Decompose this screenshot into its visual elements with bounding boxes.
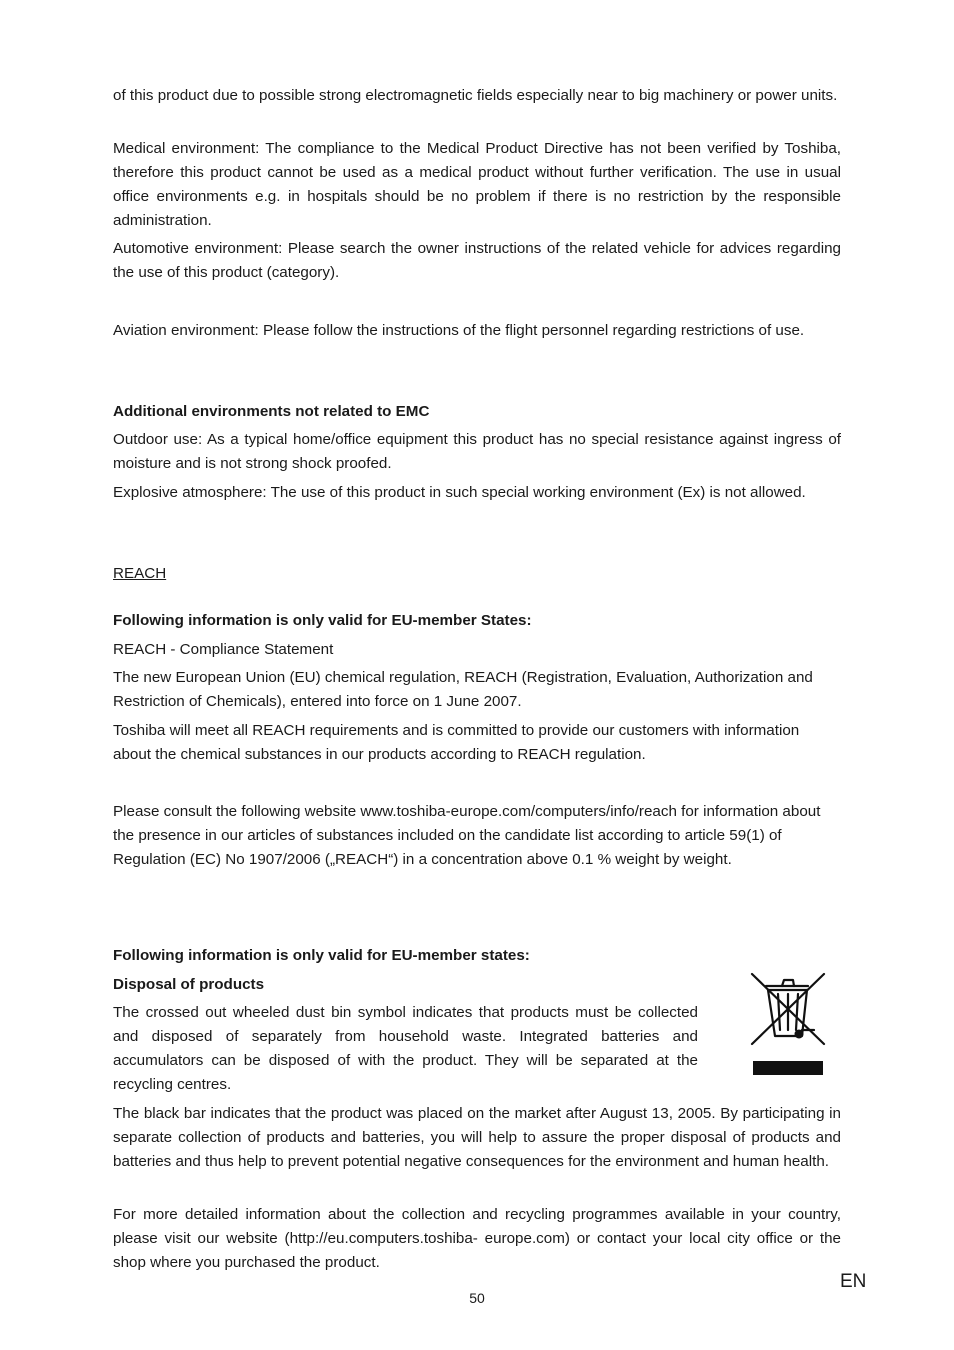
crossed-out-wheeled-bin-icon xyxy=(748,970,828,1078)
language-code: EN xyxy=(840,1271,867,1292)
paragraph-more-information: For more detailed information about the collection and recycling programmes available in your country, please visit our website (http://eu.computers.toshiba- europe.com) or contact your local city office or the shop where you purchased the product. xyxy=(113,1206,841,1271)
paragraph-outdoor-use: Outdoor use: As a typical home/office equipment this product has no special resistance against ingress of moisture and is not strong shock proofed. xyxy=(113,431,841,472)
heading-additional-environments: Additional environments not related to EMC xyxy=(113,403,430,420)
paragraph-medical-environment: Medical environment: The compliance to the Medical Product Directive has not been verified by Toshiba, therefore this product cannot be used as a medical product without further verification. The use in usual office environments e.g. in hospitals should be no problem if there is no restriction by the responsible administration. xyxy=(113,140,841,229)
page-number: 50 xyxy=(469,1290,485,1306)
heading-disposal-of-products: Disposal of products xyxy=(113,976,265,993)
paragraph-reach-regulation: The new European Union (EU) chemical regulation, REACH (Registration, Evaluation, Authorization and Restriction of Chemicals), entered into force on 1 June 2007. xyxy=(113,669,813,710)
paragraph-black-bar: The black bar indicates that the product was placed on the market after August 13, 2005. By participating in separate collection of products and batteries, you will help to assure the proper disposal of products and batteries and thus help to prevent potential negative consequences for the environment and human health. xyxy=(113,1105,841,1170)
paragraph-toshiba-reach: Toshiba will meet all REACH requirements and is committed to provide our customers with information about the chemical substances in our products according to REACH regulation. xyxy=(113,722,800,763)
heading-eu-member-states-disposal: Following information is only valid for EU-member states: xyxy=(113,947,530,964)
paragraph-emc-power: of this product due to possible strong electromagnetic fields especially near to big machinery or power units. xyxy=(113,87,838,104)
paragraph-aviation-environment: Aviation environment: Please follow the instructions of the flight personnel regarding restrictions of use. xyxy=(113,322,805,339)
heading-eu-member-states-reach: Following information is only valid for EU-member States: xyxy=(113,612,532,629)
paragraph-explosive-atmosphere: Explosive atmosphere: The use of this product in such special working environment (Ex) is not allowed. xyxy=(113,484,806,501)
paragraph-automotive-environment: Automotive environment: Please search the owner instructions of the related vehicle for advices regarding the use of this product (category). xyxy=(113,240,841,281)
paragraph-reach-compliance: REACH - Compliance Statement xyxy=(113,641,334,658)
paragraph-reach-website: Please consult the following website www.toshiba-europe.com/computers/info/reach for information about the presence in our articles of substances included on the candidate list according to article 59(1) of Regulation (EC) No 1907/2006 („REACH“) in a concentration above 0.1 % weight by weight. xyxy=(113,803,821,868)
heading-reach: REACH xyxy=(113,565,167,582)
paragraph-wheeled-bin-symbol: The crossed out wheeled dust bin symbol indicates that products must be collected and disposed of separately from household waste. Integrated batteries and accumulators can be disposed of with the product. They will be separated at the recycling centres. xyxy=(113,1004,698,1093)
